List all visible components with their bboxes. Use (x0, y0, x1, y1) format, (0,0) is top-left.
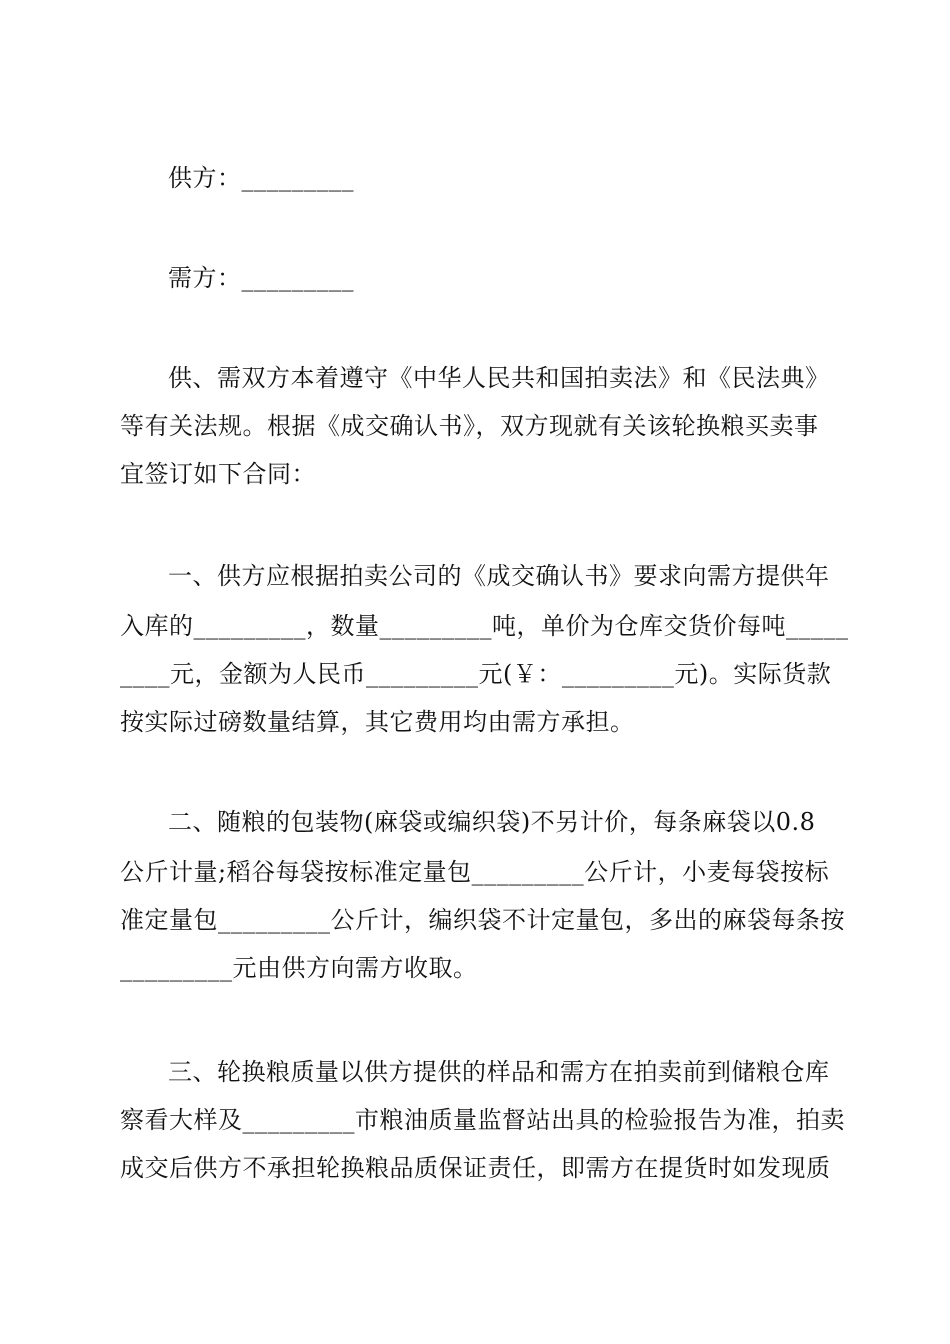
clause1-line-4: 按实际过磅数量结算，其它费用均由需方承担。 (120, 708, 635, 736)
clause1-line-1: 一、供方应根据拍卖公司的《成交确认书》要求向需方提供年 (168, 562, 830, 590)
supplier-line: 供方：_________ (168, 164, 354, 192)
buyer-line: 需方：_________ (168, 264, 354, 292)
clause2-line-4: _________元由供方向需方收取。 (120, 954, 478, 982)
intro-line-2: 等有关法规。根据《成交确认书》，双方现就有关该轮换粮买卖事 (120, 412, 819, 440)
intro-line-1: 供、需双方本着遵守《中华人民共和国拍卖法》和《民法典》 (168, 364, 830, 392)
clause3-line-2: 察看大样及_________市粮油质量监督站出具的检验报告为准，拍卖 (120, 1106, 845, 1134)
clause2-line-3: 准定量包_________公斤计，编织袋不计定量包，多出的麻袋每条按 (120, 906, 845, 934)
intro-line-3: 宜签订如下合同： (120, 460, 316, 488)
clause2-line-1: 二、随粮的包装物(麻袋或编织袋)不另计价，每条麻袋以0.8 (168, 808, 816, 836)
clause1-line-2: 入库的_________，数量_________吨，单价为仓库交货价每吨_____ (120, 612, 849, 640)
clause3-line-1: 三、轮换粮质量以供方提供的样品和需方在拍卖前到储粮仓库 (168, 1058, 830, 1086)
clause2-line-2: 公斤计量;稻谷每袋按标准定量包_________公斤计，小麦每袋按标 (120, 858, 830, 886)
clause1-line-3: ____元，金额为人民币_________元(￥：_________元)。实际货款 (120, 660, 832, 688)
clause3-line-3: 成交后供方不承担轮换粮品质保证责任，即需方在提货时如发现质 (120, 1154, 831, 1182)
